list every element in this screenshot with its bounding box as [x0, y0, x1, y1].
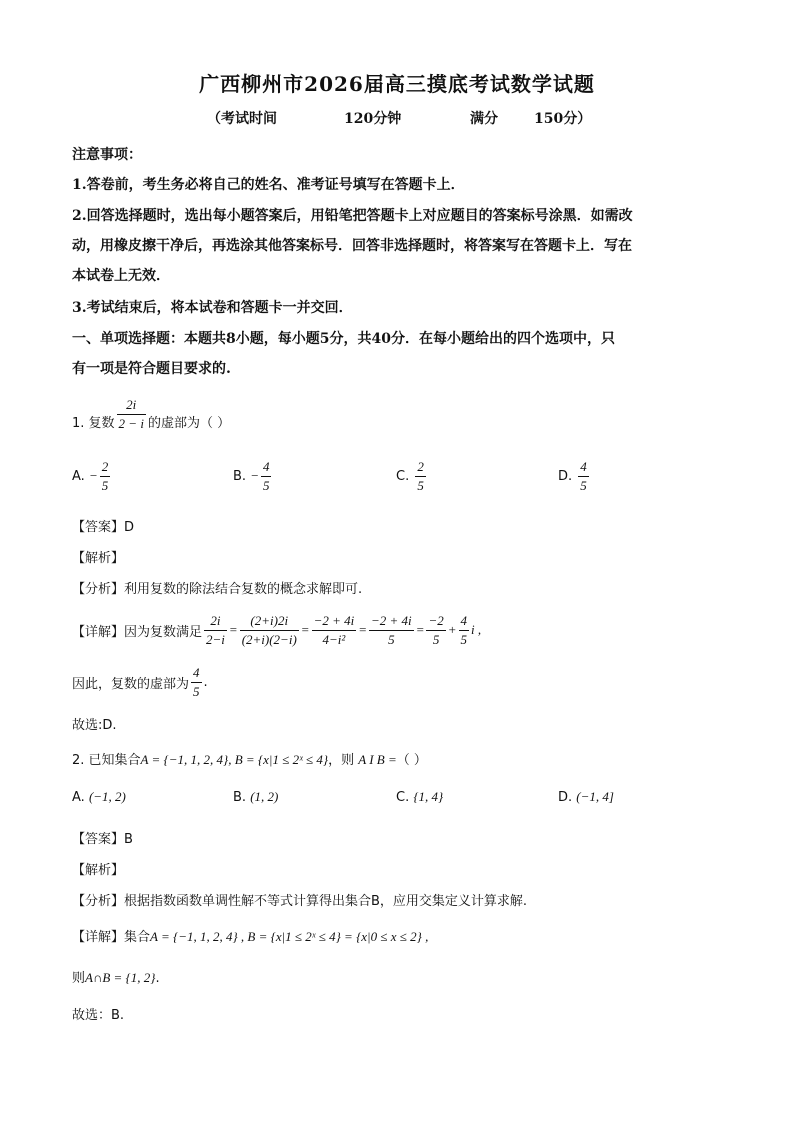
q1-jiexi: 【解析】 — [72, 551, 125, 566]
option-c: C. $\frac{2}{5}$ — [396, 459, 424, 493]
q1-answer: 【答案】D — [72, 520, 135, 535]
note-line: 1.答卷前，考生务必将自己的姓名、准考证号填写在答题卡上． — [72, 177, 465, 193]
q1-analysis: 【分析】利用复数的除法结合复数的概念求解即可. — [72, 582, 363, 597]
note-line: 动，用橡皮擦干净后，再选涂其他答案标号．回答非选择题时，将答案写在答题卡上．写在 — [72, 238, 632, 254]
question-1-stem: 1. 复数 $\frac{2i}{2 - i}$ 的虚部为（ ） — [72, 397, 231, 431]
notes-heading: 注意事项： — [72, 147, 142, 163]
q2-detail: 【详解】集合A = {−1, 1, 2, 4} , B = {x|1 ≤ 2ˣ ≤ 4} = {x|0 ≤ x ≤ 2} , — [72, 929, 429, 945]
q2-answer: 【答案】B — [72, 832, 133, 847]
option-a: A. − $\frac{2}{5}$ — [72, 459, 109, 493]
full-score-label: 满分 — [470, 111, 498, 127]
q1-choose: 故选:D. — [72, 718, 117, 733]
note-line: 本试卷上无效． — [72, 268, 170, 284]
q2-analysis: 【分析】根据指数函数单调性解不等式计算得出集合B，应用交集定义计算求解. — [72, 894, 528, 909]
q2-choose: 故选：B. — [72, 1008, 125, 1023]
section-heading: 一、单项选择题：本题共8小题，每小题5分，共40分．在每小题给出的四个选项中，只 — [72, 331, 615, 347]
fraction: $\frac{2i}{2 - i}$ — [118, 397, 144, 431]
option-d: D. $\frac{4}{5}$ — [558, 459, 587, 493]
exam-time-label: （考试时间 — [207, 111, 277, 127]
note-line: 2.回答选择题时，选出每小题答案后，用铅笔把答题卡上对应题目的答案标号涂黑．如需改 — [72, 208, 633, 224]
option-a: A. (−1, 2) — [72, 789, 126, 805]
option-b: B. (1, 2) — [233, 789, 279, 805]
q1-conclusion: 因此，复数的虚部为 $\frac{4}{5}$ . — [72, 665, 208, 699]
note-line: 3.考试结束后，将本试卷和答题卡一并交回． — [72, 300, 353, 316]
option-d: D. (−1, 4] — [558, 789, 614, 805]
q2-result: 则A∩B = {1, 2}. — [72, 970, 160, 986]
page-title: 广西柳州市2026届高三摸底考试数学试题 — [199, 72, 595, 96]
q1-detail: 【详解】因为复数满足 $\frac{2i}{2-i}$ = $\frac{(2+i)2i}{(2+i)(2-i)}$ = $\frac{-2 + 4i}{\text{4−i²}}$ = $\frac{-2 + 4i}{5}$ = $\frac{-2}{5}$ + $\frac{4}{5}$ i , — [72, 613, 482, 647]
full-score-value: 150分） — [534, 111, 592, 127]
option-c: C. {1, 4} — [396, 789, 444, 805]
option-b: B. − $\frac{4}{5}$ — [233, 459, 270, 493]
question-2-stem: 2. 已知集合A = {−1, 1, 2, 4}, B = {x|1 ≤ 2ˣ ≤ 4}，则 A I B =（ ） — [72, 752, 427, 768]
section-heading-cont: 有一项是符合题目要求的. — [72, 361, 231, 377]
exam-time-value: 120分钟 — [344, 111, 402, 127]
q2-jiexi: 【解析】 — [72, 863, 125, 878]
